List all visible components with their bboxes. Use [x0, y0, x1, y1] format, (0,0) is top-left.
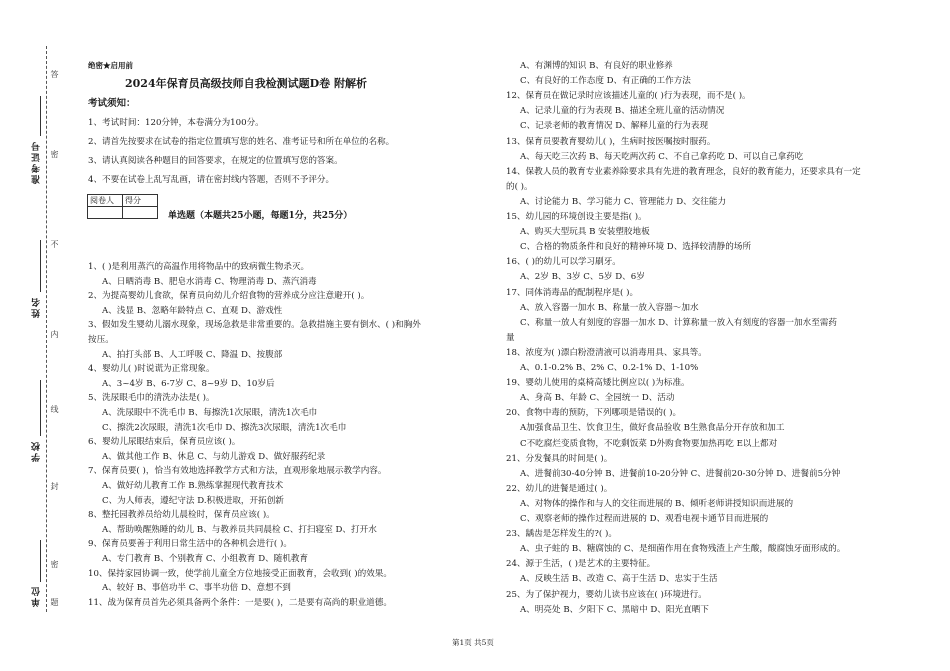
answer-options: A、0.1-0.2% B、2% C、0.2-1% D、1-10%: [520, 363, 699, 373]
answer-options: C、合格的物质条件和良好的精神环境 D、选择较清静的场所: [520, 242, 752, 253]
binding-mark-2: 密: [50, 150, 59, 159]
exam-number-label: 准考证号: [32, 140, 42, 184]
question-line: 18、浓度为( )漂白粉澄清液可以消毒用具、家具等。: [506, 347, 707, 358]
answer-options: A、专门教育 B、个别教育 C、小组教育 D、随机教育: [102, 554, 309, 564]
question-line: 5、洗尿眼毛巾的清洗办法是( )。: [88, 393, 215, 404]
binding-mark-7: 密: [50, 560, 59, 569]
binding-mark-5: 线: [50, 405, 59, 414]
answer-options: A、进餐前30-40分钟 B、进餐前10-20分钟 C、进餐前20-30分钟 D、进餐前5分钟: [520, 468, 841, 479]
note-3: 3、请认真阅读各种题目的回答要求，在规定的位置填写您的答案。: [88, 156, 343, 166]
question-line: 12、保育员在做记录时应该描述儿童的( )行为表现，而不是( )。: [506, 91, 751, 102]
answer-options: A、对物体的操作和与人的交往而进展的 B、倾听老师讲授知识而进展的: [520, 498, 794, 509]
school-label: 学校: [32, 440, 42, 462]
question-line: 4、婴幼儿( )时说谎为正常现象。: [88, 364, 215, 375]
question-line: 14、保教人员的教育专业素养除要求具有先进的教育理念，良好的教育能力，还要求具有一定: [506, 166, 861, 177]
answer-options: A、洗尿眼中不洗毛巾 B、每擦洗1次尿眼，清洗1次毛巾: [102, 408, 318, 418]
notes-heading: 考试须知：: [88, 98, 136, 109]
answer-options: A、做好幼儿教育工作 B.熟练掌握现代教育技术: [102, 481, 284, 491]
score-label: 得分: [123, 195, 158, 207]
answer-options: C、有良好的工作态度 D、有正确的工作方法: [520, 76, 691, 87]
question-line: 20、食物中毒的预防，下列哪项是错误的( )。: [506, 408, 682, 419]
answer-options: C、观察老师的操作过程而进展的 D、观看电视卡通节目而进展的: [520, 514, 769, 524]
unit-underline: [40, 540, 41, 582]
binding-mark-1: 答: [50, 70, 59, 79]
question-line: 23、龋齿是怎样发生的?( )。: [506, 529, 617, 540]
answer-options: A加强食品卫生、饮食卫生，做好食品验收 B生熟食品分开存放和加工: [520, 423, 785, 434]
question-line: 21、分发餐具的时间是( )。: [506, 453, 613, 464]
binding-mark-6: 封: [50, 482, 59, 491]
score-cell[interactable]: [123, 207, 158, 219]
answer-options: A、帮助唤醒熟睡的幼儿 B、与教养员共同晨检 C、打扫寝室 D、打开水: [102, 524, 377, 535]
answer-options: A、明亮处 B、夕阳下 C、黑暗中 D、阳光直晒下: [520, 604, 709, 615]
answer-options: C、称量一放人有刻度的容器一加水 D、计算称量一放入有刻度的容器一加水至需药: [520, 317, 837, 328]
binding-mark-3: 不: [50, 240, 59, 249]
binding-mark-4: 内: [50, 330, 59, 339]
question-line: 25、为了保护视力，婴幼儿读书应该在( )环境进行。: [506, 589, 707, 600]
grader-cell[interactable]: [88, 207, 123, 219]
question-line: 24、源于生活，( )是艺术的主要特征。: [506, 559, 656, 570]
answer-options: C不吃腐烂变质食物，不吃剩饭菜 D外购食物要加热再吃 E以上都对: [520, 438, 778, 449]
answer-options: A、有渊博的知识 B、有良好的职业修养: [520, 61, 673, 71]
question-line: 22、幼儿的进餐是通过( )。: [506, 483, 613, 494]
question-line: 7、保育员要( )，恰当有效地选择教学方式和方法，直观形象地展示教学内容。: [88, 466, 387, 477]
answer-options: A、记录儿童的行为表现 B、描述全班儿童的活动情况: [520, 106, 725, 117]
answer-options: A、拍打头部 B、人工呼吸 C、降温 D、按腹部: [102, 349, 283, 360]
answer-options: A、浅显 B、忽略年龄特点 C、直观 D、游戏性: [102, 305, 283, 316]
question-line: 15、幼儿园的环境创设主要是指( )。: [506, 212, 647, 222]
binding-dashed-line: [46, 46, 47, 612]
answer-options: C、记录老师的教育情况 D、解释儿童的行为表现: [520, 121, 709, 132]
answer-options: A、每天吃三次药 B、每天吃两次药 C、不自己拿药吃 D、可以自己拿药吃: [520, 151, 804, 162]
question-line: 9、保育员要善于利用日常生活中的各种机会进行( )。: [88, 539, 292, 550]
question-line: 3、假如发生婴幼儿溺水现象，现场急救是非常重要的。急救措施主要有倒水、( )和胸外: [88, 320, 421, 331]
page-footer: 第1页 共5页: [452, 638, 494, 647]
question-line: 的( )。: [506, 181, 533, 192]
answer-options: A、身高 B、年龄 C、全园统一 D、活动: [520, 393, 675, 404]
binding-mark-8: 题: [50, 598, 59, 607]
question-line: 8、整托园教养员给幼儿晨检时，保育员应该( )。: [88, 510, 275, 521]
answer-options: A、放入容器一加水 B、称量一放入容器～加水: [520, 302, 699, 313]
answer-options: A、讨论能力 B、学习能力 C、管理能力 D、交往能力: [520, 196, 727, 207]
grader-table: [87, 194, 158, 219]
name-underline: [40, 240, 41, 292]
question-line: 6、婴幼儿尿眼结束后，保育员应该( )。: [88, 437, 241, 448]
answer-options: A、反映生活 B、改造 C、高于生活 D、忠实于生活: [520, 574, 718, 585]
question-line: 10、保持家园协调一致，使学前儿童全方位地接受正面教育，会收到( )的效果。: [88, 568, 392, 579]
question-line: 11、战为保育员首先必须具备两个条件：一是要( )，二是要有高尚的职业道德。: [88, 597, 392, 608]
answer-options: A、虫子蛀的 B、糖腐蚀的 C、是细菌作用在食物残渣上产生酸，酸腐蚀牙面形成的。: [520, 544, 846, 555]
grader-label: 阅卷人: [88, 195, 123, 207]
school-underline: [40, 380, 41, 436]
note-2: 2、请首先按要求在试卷的指定位置填写您的姓名、准考证号和所在单位的名称。: [88, 137, 395, 147]
answer-options: A、购买大型玩具 B 安装塑胶地板: [520, 227, 650, 238]
answer-options: A、较好 B、事倍功半 C、事半功倍 D、意想不到: [102, 583, 291, 594]
answer-options: A、2岁 B、3岁 C、5岁 D、6岁: [520, 272, 645, 283]
question-line: 19、婴幼儿使用的桌椅高矮比例应以( )为标准。: [506, 378, 690, 389]
question-line: 量: [506, 332, 515, 343]
page-title: 2024年保育员高级技师自我检测试题D卷 附解析: [125, 77, 367, 90]
question-line: 按压。: [88, 335, 114, 345]
note-4: 4、不要在试卷上乱写乱画，请在密封线内答题，否则不予评分。: [88, 175, 335, 185]
secret-label: 绝密★启用前: [88, 61, 133, 70]
answer-options: A、做其他工作 B、休息 C、与幼儿游戏 D、做好服药纪录: [102, 451, 326, 462]
answer-options: C、擦洗2次尿眼，清洗1次毛巾 D、擦洗3次尿眼，清洗1次毛巾: [102, 422, 347, 433]
name-label: 姓名: [32, 296, 42, 318]
answer-options: C、为人师表，遵纪守法 D.积极进取，开拓创新: [102, 495, 284, 506]
question-line: 1、( )是利用蒸汽的高温作用将物品中的致病微生物杀灭。: [88, 262, 310, 272]
answer-options: A、日晒消毒 B、肥皂水消毒 C、物理消毒 D、蒸汽消毒: [102, 276, 317, 287]
question-line: 2、为提高婴幼儿食欲，保育员向幼儿介绍食物的营养成分应注意避开( )。: [88, 291, 370, 302]
note-1: 1、考试时间：120分钟，本卷满分为100分。: [88, 118, 264, 128]
exam-number-underline: [40, 96, 41, 136]
answer-options: A、3~4岁 B、6-7岁 C、8~9岁 D、10岁后: [102, 378, 275, 389]
question-line: 13、保育员要教育婴幼儿( )，生病时按医嘱按时服药。: [506, 136, 716, 147]
section-heading: 单选题（本题共25小题，每题1分，共25分）: [168, 211, 353, 221]
unit-label: 单位: [32, 585, 42, 607]
question-line: 17、同体消毒品的配制程序是( )。: [506, 287, 639, 298]
question-line: 16、( )的幼儿可以学习刷牙。: [506, 257, 621, 268]
